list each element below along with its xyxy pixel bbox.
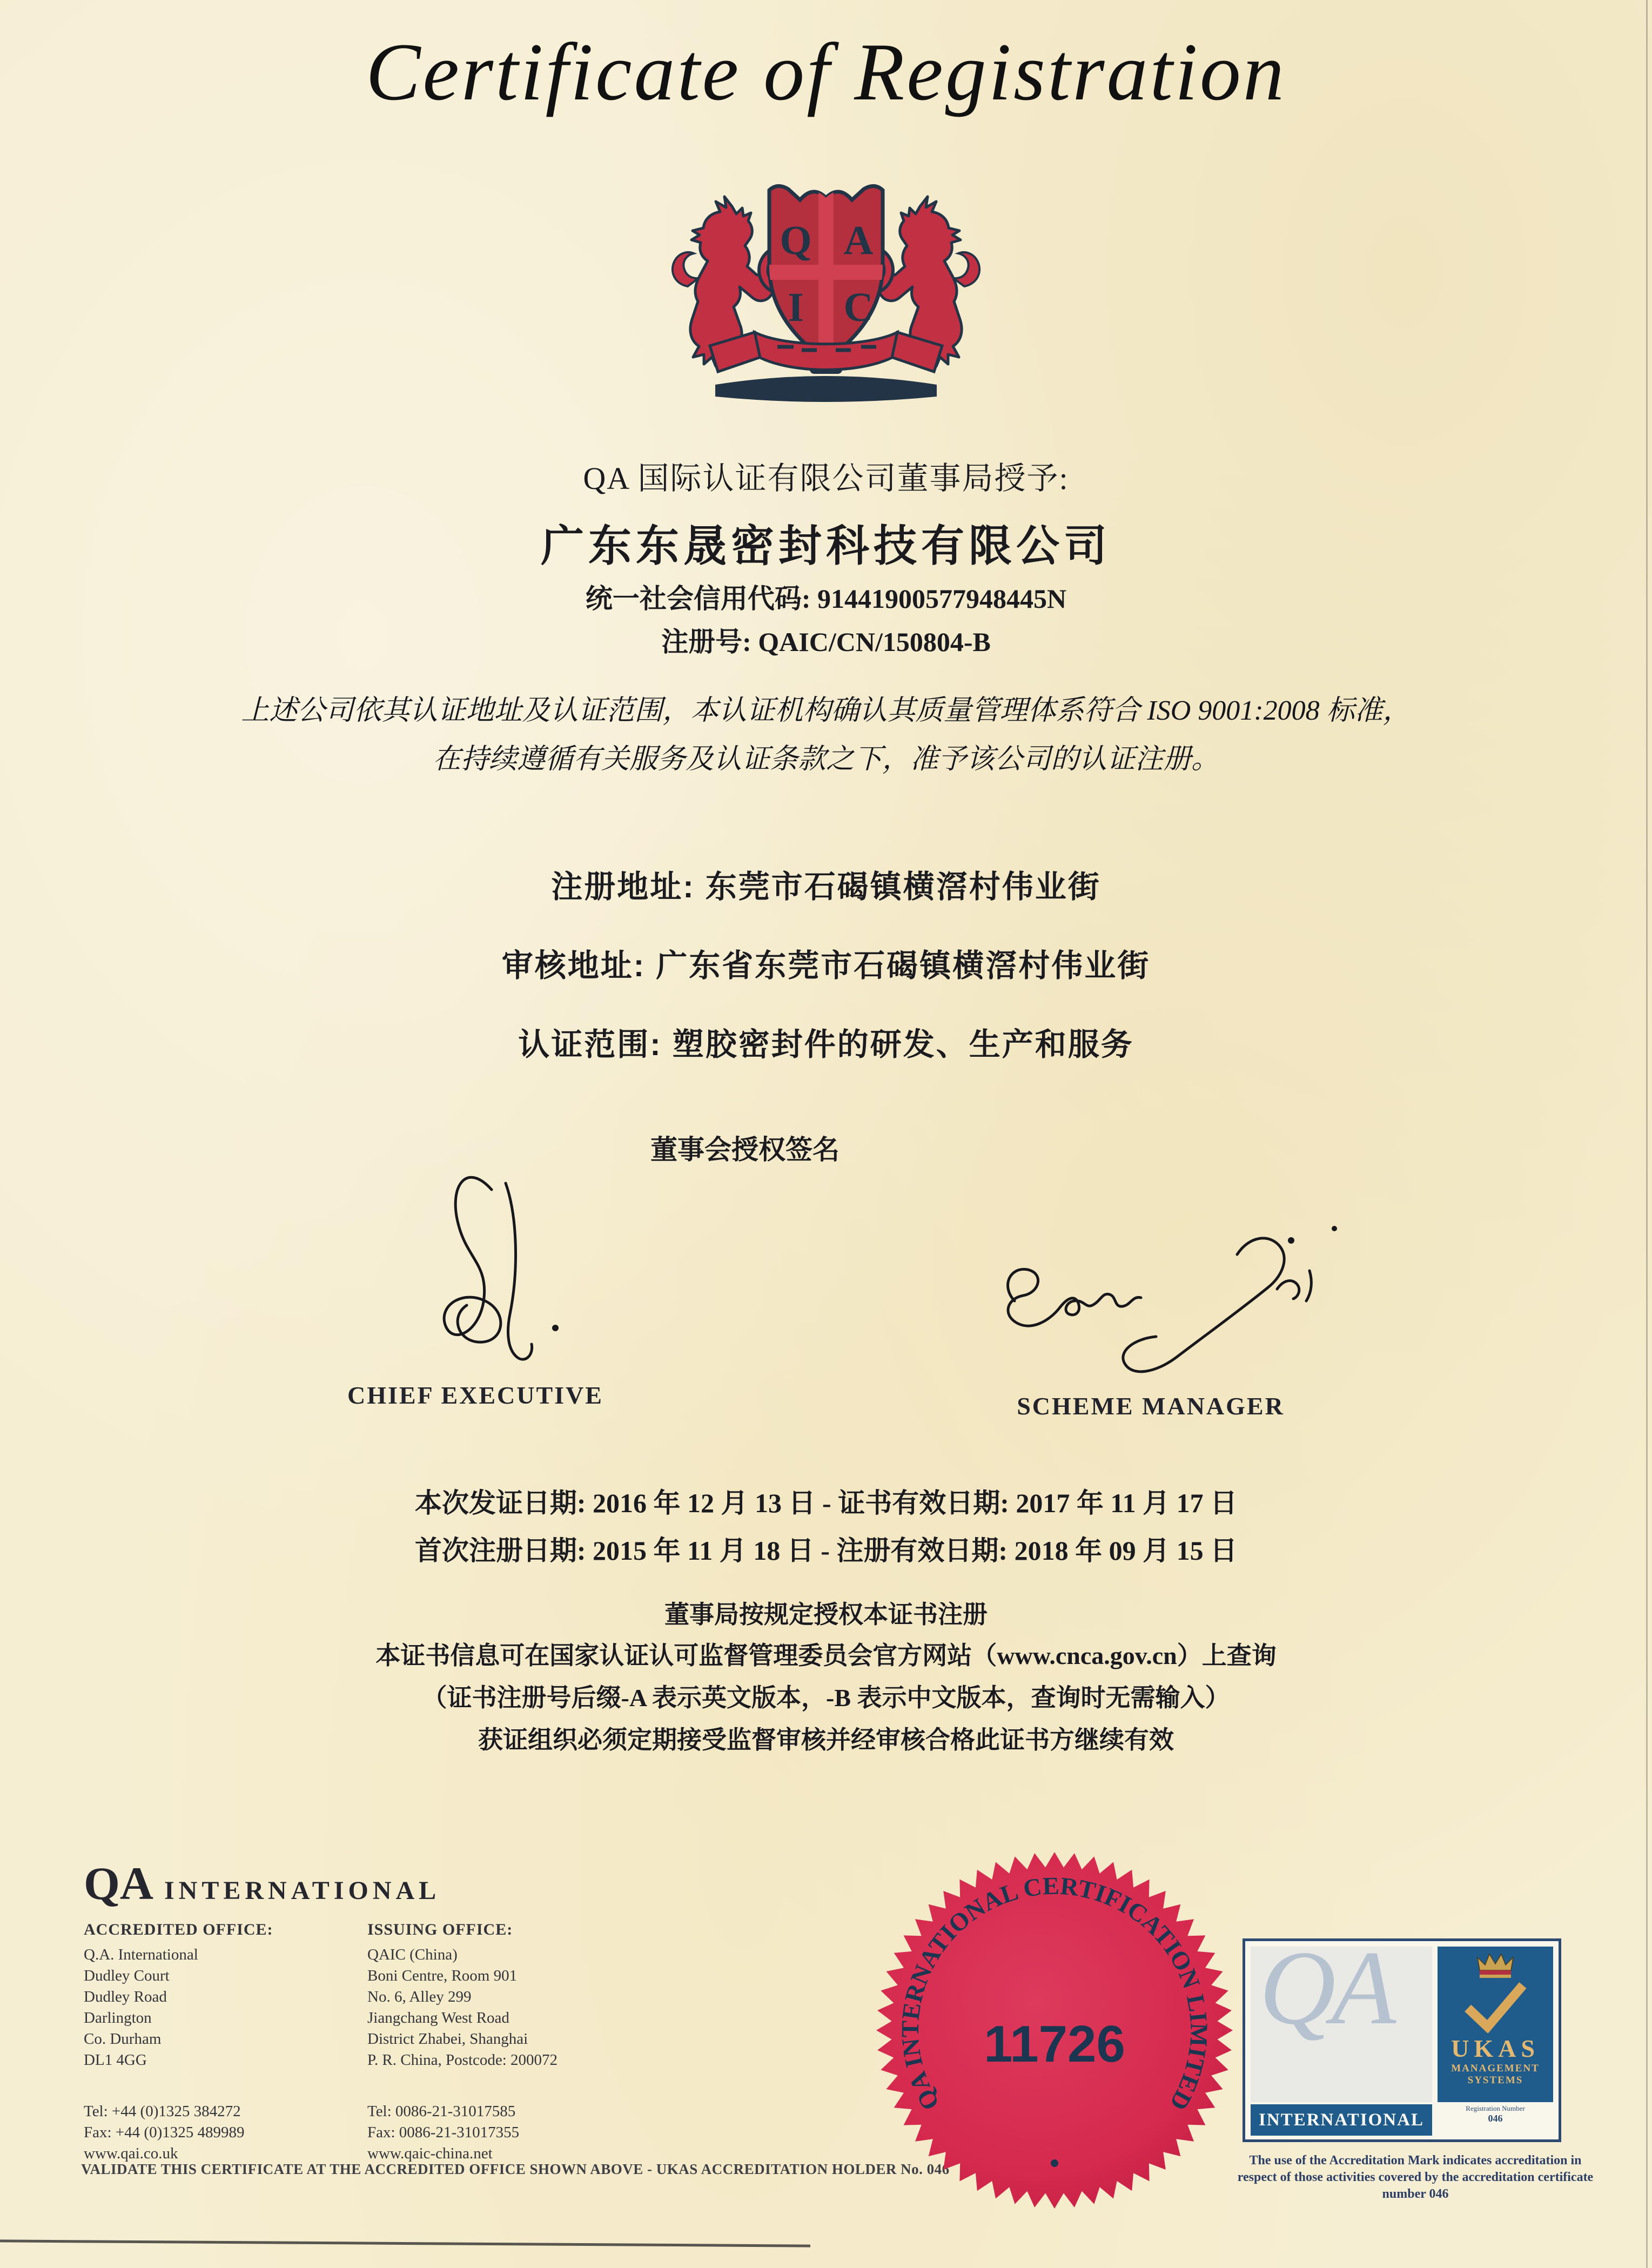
accredited-office-tel: Tel: +44 (0)1325 384272 [84, 2103, 241, 2120]
crest-letter-i: I [788, 285, 804, 330]
cnca-website-note: 本证书信息可在国家认证认可监督管理委员会官方网站（www.cnca.gov.cn）上查询 [375, 1642, 1277, 1669]
issuing-office-tel: Tel: 0086-21-31017585 [367, 2103, 516, 2120]
ukas-management-label: MANAGEMENT [1451, 2063, 1540, 2074]
ukas-systems-label: SYSTEMS [1467, 2075, 1523, 2086]
surveillance-audit-note: 获证组织必须定期接受监督审核并经审核合格此证书方继续有效 [478, 1726, 1174, 1754]
registered-address-line [0, 861, 1652, 907]
company-name: 广东东晟密封科技有限公司 [541, 522, 1111, 570]
crest-letter-c: C [843, 285, 874, 330]
chief-executive-signature [416, 1156, 621, 1388]
issuing-office-line: Boni Centre, Room 901 [367, 1967, 518, 1984]
issuing-office-line: District Zhabei, Shanghai [367, 2030, 528, 2048]
statement-line-2: 在持续遵循有关服务及认证条款之下，准予该公司的认证注册。 [432, 744, 1219, 775]
issuing-office-line: No. 6, Alley 299 [367, 1988, 472, 2005]
qa-logotype-word: INTERNATIONAL [164, 1876, 441, 1905]
qaic-crest-icon [621, 174, 1031, 406]
checkmark-icon [1460, 1981, 1530, 2033]
scheme-manager-signature [967, 1205, 1356, 1388]
accredited-office-heading: ACCREDITED OFFICE: [84, 1921, 273, 1938]
issuing-office-heading: ISSUING OFFICE: [367, 1921, 513, 1938]
registered-address-label: 注册地址: [551, 869, 695, 904]
certification-seal [876, 1852, 1233, 2209]
issuing-office-website: www.qaic-china.net [367, 2145, 493, 2162]
crest-letter-a: A [843, 218, 874, 263]
ukas-wordmark: UKAS [1451, 2035, 1540, 2062]
registered-address-value: 东莞市石碣镇横滘村伟业街 [705, 869, 1101, 904]
certification-scope-label: 认证范围: [518, 1027, 662, 1062]
board-authorization-note: 董事局按规定授权本证书注册 [664, 1601, 988, 1628]
ukas-registration-number-block [1438, 2104, 1553, 2124]
certificate-title: Certificate of Registration [366, 26, 1286, 117]
scan-edge-artifact [1646, 0, 1648, 2268]
crest-letter-q: Q [780, 218, 812, 263]
audit-address-line [0, 940, 1652, 985]
scheme-manager-title: SCHEME MANAGER [1017, 1392, 1285, 1420]
ukas-blue-panel [1438, 1947, 1553, 2102]
scan-edge-artifact [0, 2239, 810, 2247]
credit-code-value: 91441900577948445N [817, 583, 1067, 614]
ukas-accreditation-mark [1243, 1938, 1561, 2142]
certification-scope-line [0, 1019, 1652, 1064]
qa-logotype-initials: QA [84, 1857, 153, 1909]
validate-certificate-line: VALIDATE THIS CERTIFICATE AT THE ACCREDITED OFFICE SHOWN ABOVE - UKAS ACCREDITATION HOLDER No. 046 [81, 2161, 950, 2177]
issuing-office-block [367, 1919, 670, 2164]
registration-number-line [0, 620, 1652, 659]
chief-executive-title: CHIEF EXECUTIVE [347, 1381, 603, 1409]
ukas-qa-letters: QA [1259, 1947, 1392, 2046]
credit-code-line [0, 577, 1652, 616]
registration-number-value: QAIC/CN/150804-B [758, 627, 991, 657]
signing-heading: 董事会授权签名 [650, 1135, 840, 1165]
issuing-office-line: P. R. China, Postcode: 200072 [367, 2051, 558, 2069]
issuing-office-line: Jiangchang West Road [367, 2009, 509, 2027]
accredited-office-fax: Fax: +44 (0)1325 489989 [84, 2124, 245, 2141]
audit-address-value: 广东省东莞市石碣镇横滘村伟业街 [656, 948, 1151, 983]
ukas-registration-number-label: Registration Number [1466, 2104, 1525, 2112]
accredited-office-line: Darlington [84, 2009, 152, 2027]
accredited-office-line: Dudley Road [84, 1988, 167, 2005]
accredited-office-line: Q.A. International [84, 1946, 198, 1963]
seal-number: 11726 [984, 2015, 1125, 2073]
accredited-office-line: DL1 4GG [84, 2051, 147, 2069]
issuing-office-fax: Fax: 0086-21-31017355 [367, 2124, 520, 2141]
accredited-office-website: www.qai.co.uk [84, 2145, 178, 2162]
issue-valid-dates-line: 本次发证日期: 2016 年 12 月 13 日 - 证书有效日期: 2017 年 11 月 17 日 [414, 1488, 1238, 1518]
ukas-international-bar: INTERNATIONAL [1251, 2104, 1432, 2136]
issuing-office-line: QAIC (China) [367, 1946, 458, 1963]
statement-line-1: 上述公司依其认证地址及认证范围，本认证机构确认其质量管理体系符合 ISO 9001:2008 标准， [241, 695, 1411, 726]
seal-ring-text: QA INTERNATIONAL CERTIFICATION LIMITED [896, 1871, 1213, 2115]
first-registration-dates-line: 首次注册日期: 2015 年 11 月 18 日 - 注册有效日期: 2018 年 09 月 15 日 [414, 1535, 1238, 1566]
accreditation-fine-print: The use of the Accreditation Mark indicates accreditation in respect of those activities covered by the accreditation certificate number 046 [1237, 2153, 1594, 2201]
accredited-office-line: Dudley Court [84, 1967, 170, 1984]
audit-address-label: 审核地址: [501, 948, 646, 983]
ukas-registration-number-value: 046 [1488, 2113, 1503, 2124]
accredited-office-line: Co. Durham [84, 2030, 162, 2048]
grantor-line: QA 国际认证有限公司董事局授予: [583, 461, 1069, 496]
credit-code-label: 统一社会信用代码: [585, 583, 811, 614]
certification-scope-value: 塑胶密封件的研发、生产和服务 [672, 1027, 1134, 1062]
crown-icon [1476, 1952, 1514, 1980]
suffix-explanation-note: （证书注册号后缀-A 表示英文版本，-B 表示中文版本，查询时无需输入） [422, 1684, 1230, 1712]
registration-number-label: 注册号: [661, 627, 751, 657]
ukas-qa-panel [1251, 1947, 1432, 2102]
qa-international-logotype [84, 1856, 440, 1910]
accredited-office-block [84, 1919, 386, 2164]
